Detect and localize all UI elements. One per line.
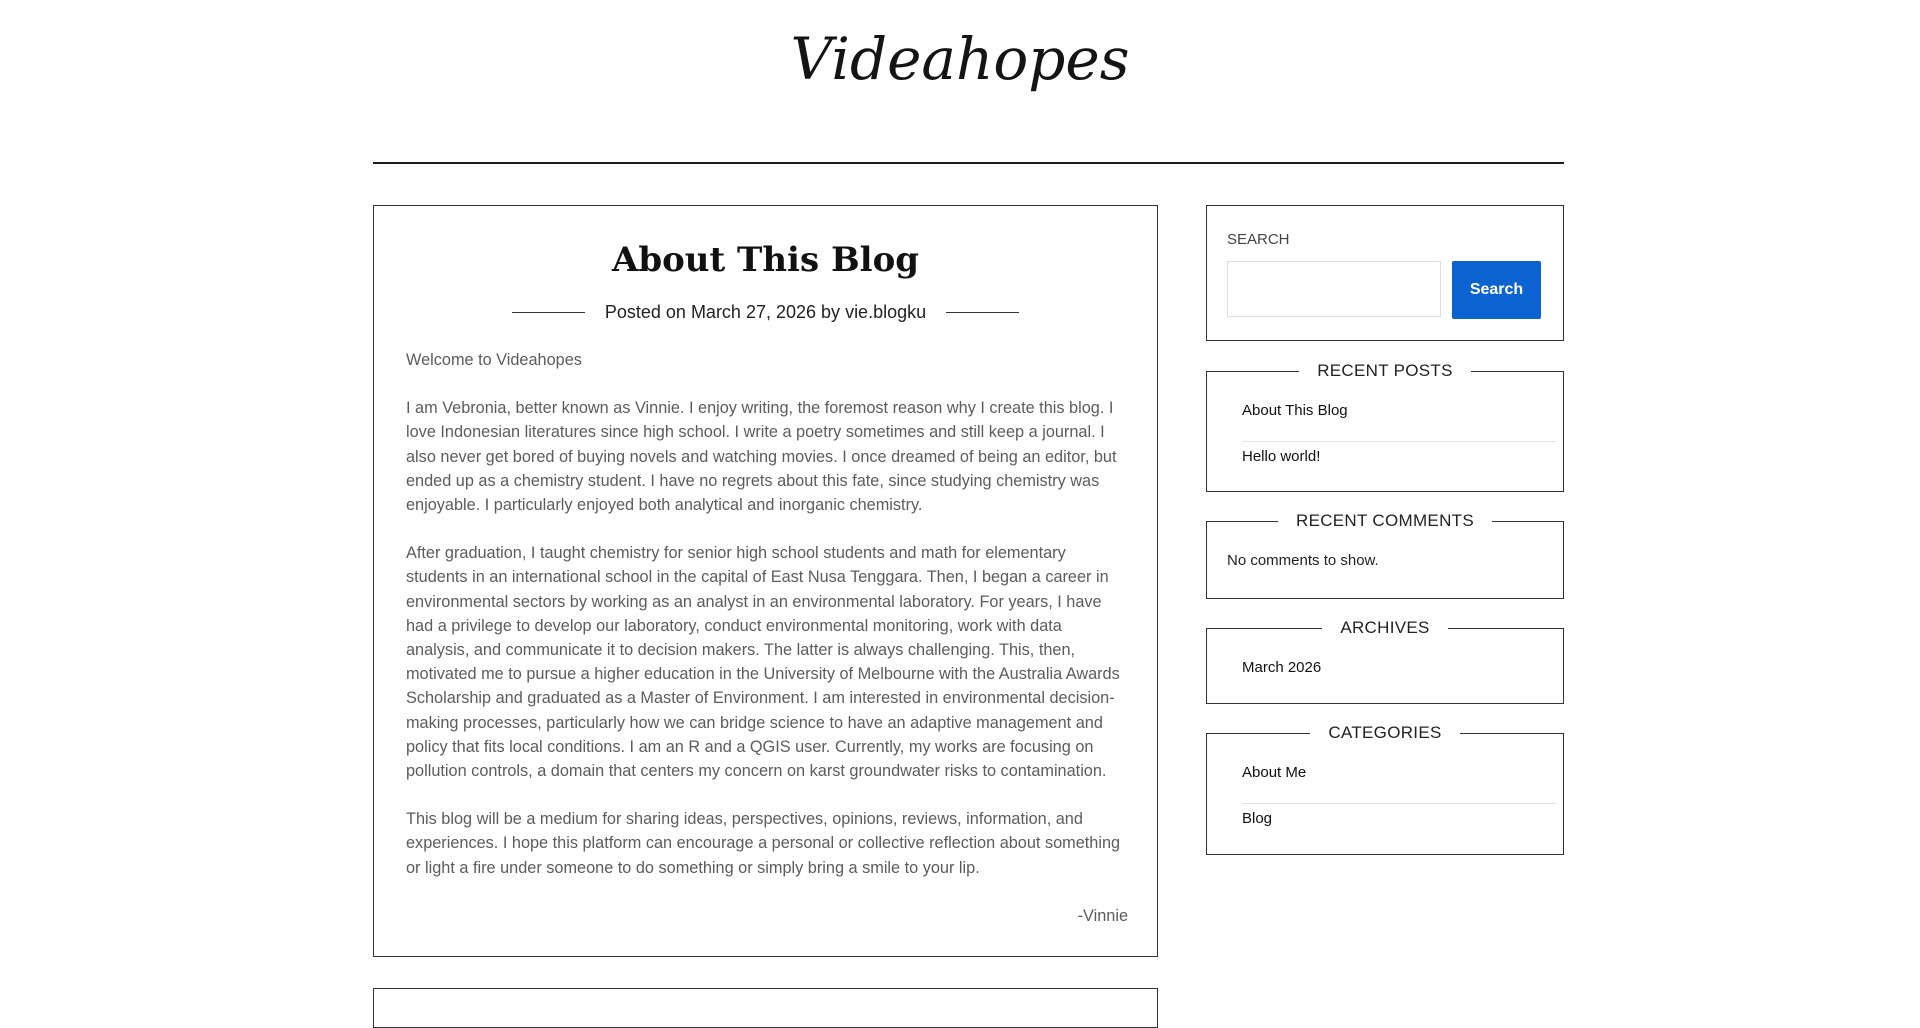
category-link[interactable]: Blog bbox=[1242, 810, 1273, 827]
post-meta bbox=[374, 302, 1157, 323]
category-link[interactable]: About Me bbox=[1242, 758, 1556, 804]
recent-comments-title: RECENT COMMENTS bbox=[1278, 511, 1492, 530]
recent-post-link[interactable]: About This Blog bbox=[1242, 396, 1556, 442]
post-meta-text bbox=[585, 302, 946, 323]
archives-list bbox=[1242, 653, 1556, 699]
categories-list bbox=[1242, 758, 1556, 850]
post-date-link[interactable]: March 27, 2026 bbox=[690, 302, 817, 322]
recent-posts-list bbox=[1242, 396, 1556, 488]
categories-widget bbox=[1206, 723, 1564, 855]
no-comments-text: No comments to show. bbox=[1227, 552, 1379, 569]
recent-posts-widget bbox=[1206, 361, 1564, 492]
meta-by: by bbox=[821, 302, 841, 322]
recent-post-link[interactable]: Hello world! bbox=[1242, 448, 1321, 465]
search-button[interactable]: Search bbox=[1452, 261, 1541, 319]
search-input[interactable] bbox=[1227, 261, 1441, 317]
categories-title: CATEGORIES bbox=[1310, 723, 1459, 742]
search-widget bbox=[1206, 205, 1564, 341]
next-post-card bbox=[373, 988, 1158, 1028]
site-title[interactable]: Videahopes bbox=[790, 25, 1130, 93]
recent-posts-title: RECENT POSTS bbox=[1299, 361, 1471, 380]
post-paragraph: This blog will be a medium for sharing ideas, perspectives, opinions, reviews, information, and experiences. I hope this platform can encourage a personal or collective reflection about something or light a fire under someone to do something or simply bring a smile to your lip. bbox=[406, 810, 1121, 877]
archives-title: ARCHIVES bbox=[1322, 618, 1447, 637]
post-author-link[interactable]: vie.blogku bbox=[845, 302, 927, 322]
meta-prefix: Posted on bbox=[604, 302, 686, 322]
meta-divider-right bbox=[946, 312, 1019, 313]
post-paragraph: After graduation, I taught chemistry for senior high school students and math for elementary students in an international school in the capital of East Nusa Tenggara. Then, I began a career in environmental sectors by working as an analyst in an environmental laboratory. For years, I have had a privilege to develop our laboratory, conduct environmental monitoring, work with data analysis, and communicate it to decision makers. The latter is always challenging. This, then, motivated me to pursue a higher education in the University of Melbourne with the Australia Awards Scholarship and graduated as a Master of Environment. I am interested in environmental decision-making processes, particularly how we can bridge science to have an adaptive management and policy that fits local conditions. I am an R and a QGIS user. Currently, my works are focusing on pollution controls, a domain that centers my concern on karst groundwater risks to contamination. bbox=[406, 544, 1120, 781]
post-content bbox=[406, 348, 1128, 952]
archive-link[interactable]: March 2026 bbox=[1242, 659, 1322, 676]
post-card bbox=[373, 205, 1158, 957]
search-label: SEARCH bbox=[1227, 231, 1290, 248]
header-divider bbox=[373, 162, 1564, 164]
post-paragraph: Welcome to Videahopes bbox=[406, 351, 582, 369]
archives-widget bbox=[1206, 618, 1564, 704]
meta-divider-left bbox=[512, 312, 585, 313]
recent-comments-widget bbox=[1206, 511, 1564, 599]
post-title[interactable]: About This Blog bbox=[611, 240, 920, 280]
post-paragraph: I am Vebronia, better known as Vinnie. I enjoy writing, the foremost reason why I create this blog. I love Indonesian literatures since high school. I write a poetry sometimes and still keep a journal. I also never get bored of buying novels and watching movies. I once dreamed of being an editor, but ended up as a chemistry student. I have no regrets about this fate, since studying chemistry was enjoyable. I particularly enjoyed both analytical and inorganic chemistry. bbox=[406, 399, 1117, 515]
post-signature: -Vinnie bbox=[1077, 906, 1128, 925]
